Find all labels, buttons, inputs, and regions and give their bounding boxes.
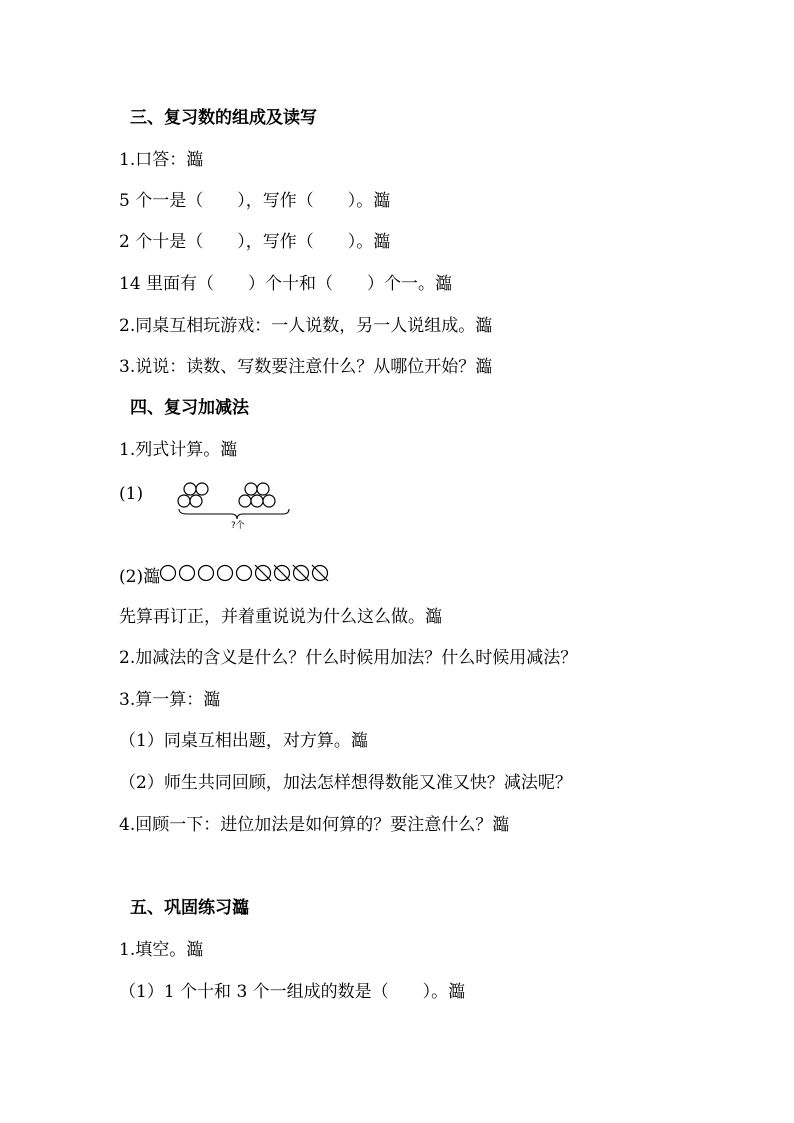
- s5-item-2: （1）1 个十和 3 个一组成的数是（ ）。瀶: [119, 982, 466, 1002]
- s4-item-1: 1.列式计算。瀶: [119, 440, 238, 460]
- apple-icon: [161, 566, 176, 581]
- apple-icon: [239, 495, 251, 507]
- s4-after-5: （2）师生共同回顾，加法怎样想得数能又准又快？减法呢？: [119, 773, 572, 793]
- apple-subtraction-figure: [158, 562, 338, 584]
- s5-item-1: 1.填空。瀶: [119, 940, 204, 960]
- s3-item-6: 3.说说：读数、写数要注意什么？从哪位开始？瀶: [119, 357, 493, 377]
- s4-after-4: （1）同桌互相出题，对方算。瀶: [119, 731, 368, 751]
- apple-icon: [245, 483, 257, 495]
- apple-icon: [178, 495, 190, 507]
- s4-after-2: 2.加减法的含义是什么？什么时候用加法？什么时候用减法？: [119, 648, 578, 668]
- section3-heading: 三、复习数的组成及读写: [130, 108, 317, 128]
- section4-heading: 四、复习加减法: [130, 398, 249, 418]
- apple-icon: [218, 566, 233, 581]
- s3-item-2: 5 个一是（ ），写作（ ）。瀶: [119, 191, 391, 211]
- s4-after-1: 先算再订正，并着重说说为什么这么做。瀶: [119, 607, 442, 627]
- brace-icon: [179, 509, 289, 519]
- apple-icon: [196, 483, 208, 495]
- s3-item-1: 1.口答：瀶: [119, 150, 204, 170]
- left-apple-group: [178, 483, 208, 507]
- apple-icon: [190, 495, 202, 507]
- s3-item-4: 14 里面有（ ）个十和（ ）个一。瀶: [119, 274, 453, 294]
- right-apple-group: [239, 483, 275, 507]
- section5-heading: 五、巩固练习瀶: [130, 898, 249, 918]
- s3-item-5: 2.同桌互相玩游戏：一人说数，另一人说组成。瀶: [119, 316, 493, 336]
- apple-icon: [199, 566, 214, 581]
- fig2-label: (2)瀶: [119, 567, 161, 587]
- apple-addition-figure: [175, 478, 295, 530]
- apple-icon: [180, 566, 195, 581]
- apple-icon: [257, 483, 269, 495]
- fig1-label: (1): [119, 484, 144, 504]
- brace-label: ?个: [231, 521, 245, 530]
- apple-icon: [251, 495, 263, 507]
- s4-after-3: 3.算一算：瀶: [119, 690, 221, 710]
- apple-icon: [184, 483, 196, 495]
- s3-item-3: 2 个十是（ ），写作（ ）。瀶: [119, 232, 391, 252]
- s4-after-6: 4.回顾一下：进位加法是如何算的？要注意什么？瀶: [119, 815, 510, 835]
- apple-icon: [237, 566, 252, 581]
- apple-icon: [263, 495, 275, 507]
